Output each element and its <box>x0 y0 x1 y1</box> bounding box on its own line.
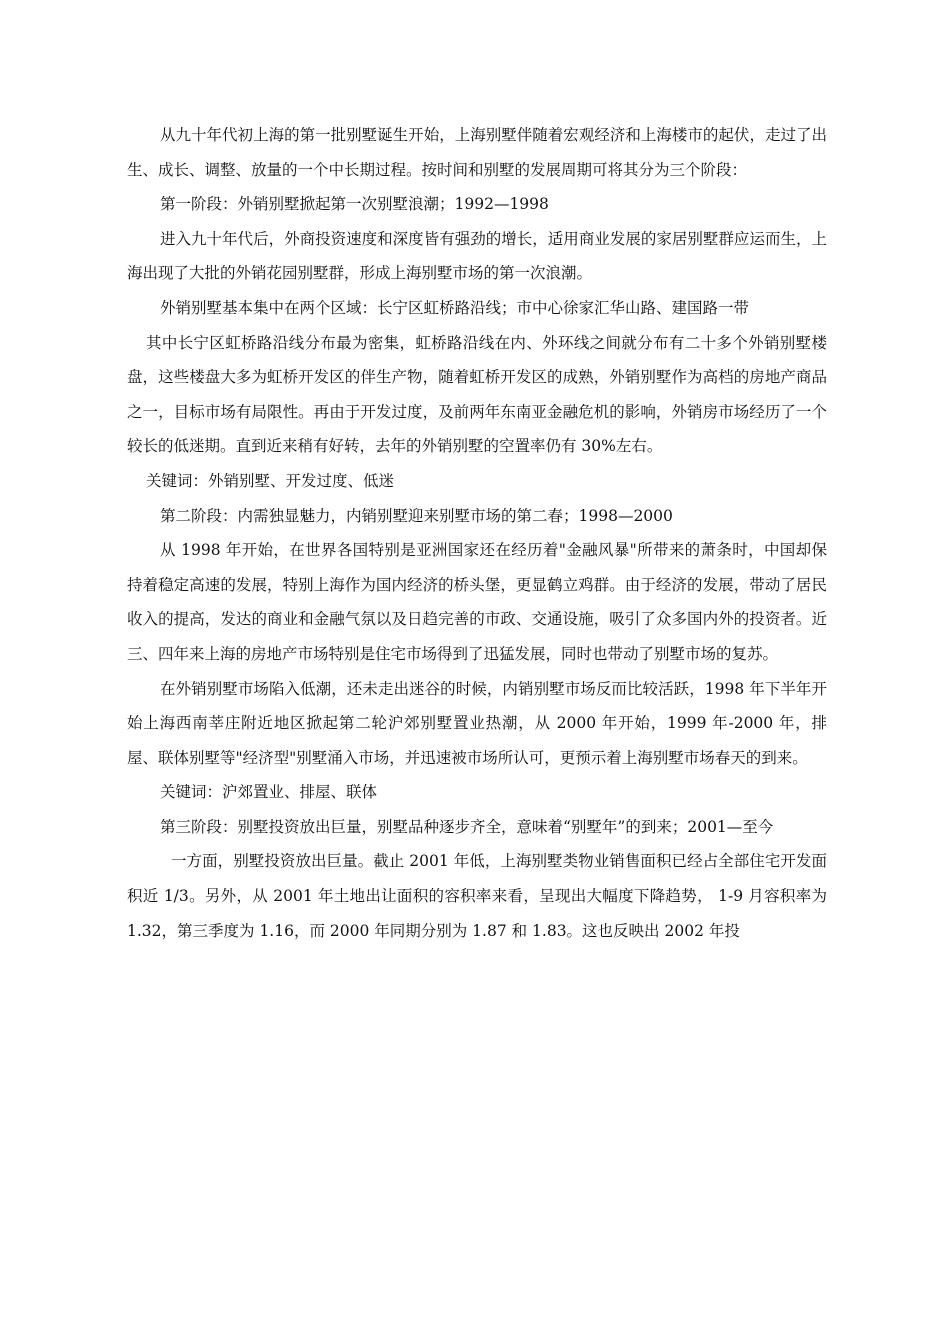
paragraph-stage-three-overview: 一方面，别墅投资放出巨量。截止 2001 年低，上海别墅类物业销售面积已经占全部住宅开发面积近 1/3。另外，从 2001 年土地出让面积的容积率来看，呈现出大幅度下降趋势， 1-9 月容积率为 1.32，第三季度为 1.16，而 2000 年同期分别为 1.87 和 1.83。这也反映出 2002 年投 <box>127 852 827 940</box>
heading-stage-three: 第三阶段：别墅投资放出巨量，别墅品种逐步齐全，意味着“别墅年”的到来；2001—至今 <box>160 817 774 836</box>
paragraph-stage-one-detail: 其中长宁区虹桥路沿线分布最为密集，虹桥路沿线在内、外环线之间就分布有二十多个外销别墅楼盘，这些楼盘大多为虹桥开发区的伴生产物，随着虹桥开发区的成熟，外销别墅作为高档的房地产商品之一，目标市场有局限性。再由于开发过度，及前两年东南亚金融危机的影响，外销房市场经历了一个较长的低迷期。直到近来稍有好转，去年的外销别墅的空置率仍有 30%左右。 <box>127 333 827 456</box>
paragraph-intro: 从九十年代初上海的第一批别墅诞生开始，上海别墅伴随着宏观经济和上海楼市的起伏，走过了出生、成长、调整、放量的一个中长期过程。按时间和别墅的发展周期可将其分为三个阶段： <box>127 126 827 179</box>
heading-stage-two: 第二阶段：内需独显魅力，内销别墅迎来别墅市场的第二春；1998—2000 <box>160 506 673 525</box>
keywords-stage-one: 关键词：外销别墅、开发过度、低迷 <box>146 471 395 490</box>
paragraph-stage-two-detail: 在外销别墅市场陷入低潮，还未走出迷谷的时候，内销别墅市场反而比较活跃，1998 年下半年开始上海西南莘庄附近地区掀起第二轮沪郊别墅置业热潮，从 2000 年开始，1999 年-2000 年，排屋、联体别墅等"经济型"别墅涌入市场，并迅速被市场所认可，更预示着上海别墅市场春天的到来。 <box>127 679 827 767</box>
heading-stage-one: 第一阶段：外销别墅掀起第一次别墅浪潮；1992—1998 <box>160 195 549 214</box>
paragraph-stage-one-regions: 外销别墅基本集中在两个区域：长宁区虹桥路沿线；市中心徐家汇华山路、建国路一带 <box>160 298 750 317</box>
keywords-stage-two: 关键词：沪郊置业、排屋、联体 <box>160 783 378 802</box>
paragraph-stage-two-overview: 从 1998 年开始，在世界各国特别是亚洲国家还在经历着"金融风暴"所带来的萧条时，中国却保持着稳定高速的发展，特别上海作为国内经济的桥头堡，更显鹤立鸡群。由于经济的发展，带动了居民收入的提高，发达的商业和金融气氛以及日趋完善的市政、交通设施，吸引了众多国内外的投资者。近三、四年来上海的房地产市场特别是住宅市场得到了迅猛发展，同时也带动了别墅市场的复苏。 <box>127 541 827 663</box>
paragraph-stage-one-overview: 进入九十年代后，外商投资速度和深度皆有强劲的增长，适用商业发展的家居别墅群应运而生，上海出现了大批的外销花园别墅群，形成上海别墅市场的第一次浪潮。 <box>127 229 827 283</box>
document-body <box>127 118 827 948</box>
